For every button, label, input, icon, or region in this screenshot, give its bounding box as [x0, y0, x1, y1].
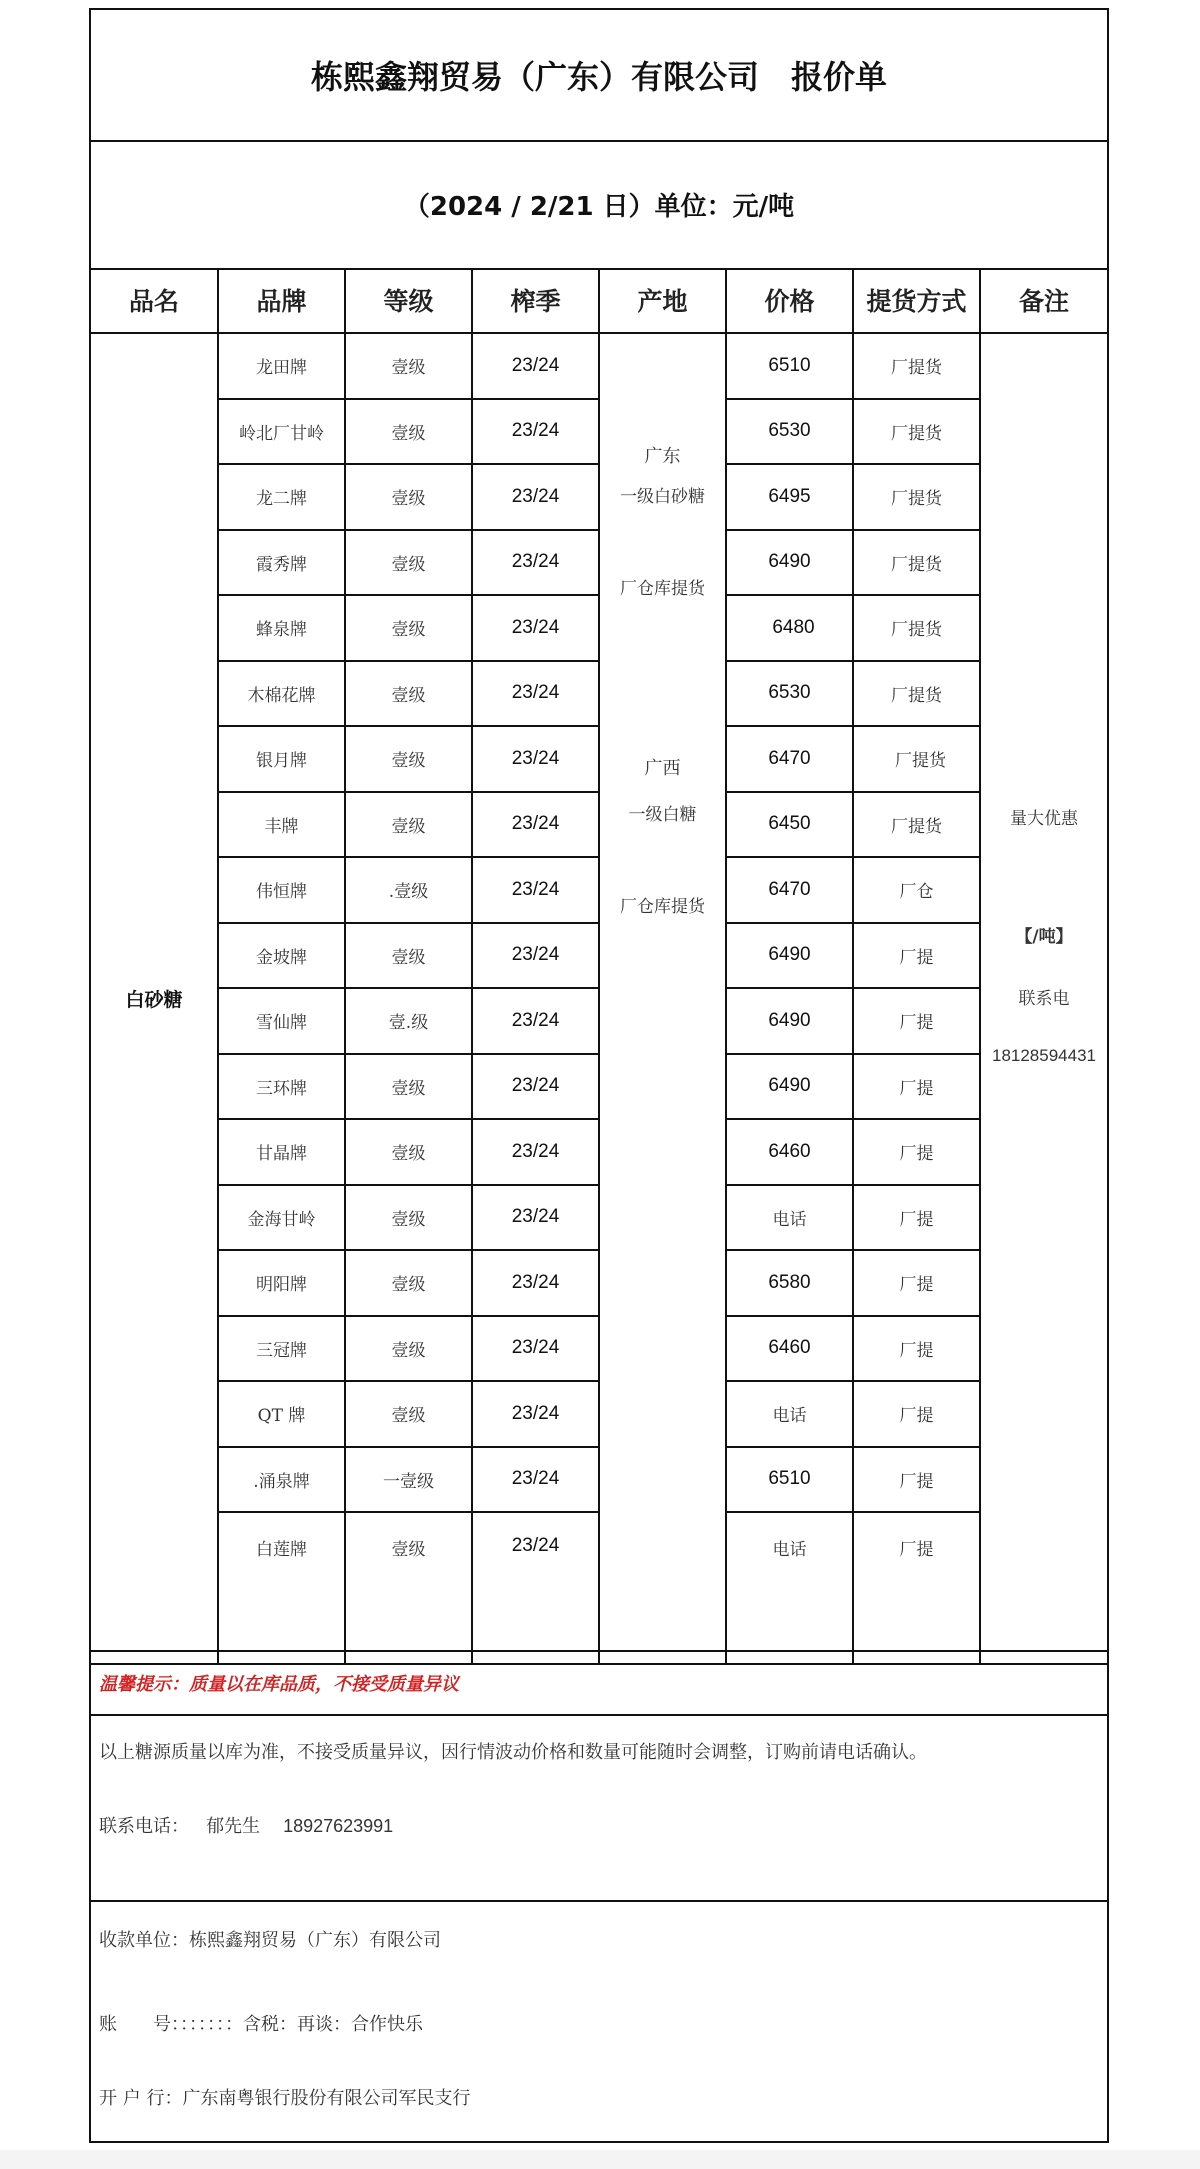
- remark-text: 联系电: [1018, 989, 1070, 1009]
- pickup-cell: 厂提: [853, 1119, 980, 1185]
- pickup-cell: 厂仓: [853, 857, 980, 923]
- season-cell: 23/24: [472, 1185, 599, 1251]
- grade-cell: 壹级: [345, 399, 472, 465]
- pickup-cell: 厂提: [853, 923, 980, 989]
- payment-section: [91, 1902, 1107, 2142]
- season-cell: 23/24: [472, 1316, 599, 1382]
- price-cell: 6530: [726, 399, 853, 465]
- brand-cell: 金坡牌: [218, 923, 345, 989]
- pickup-cell: 厂提: [853, 988, 980, 1054]
- season-cell: 23/24: [472, 464, 599, 530]
- header-product: 品名: [91, 268, 218, 333]
- brand-cell: QT 牌: [218, 1381, 345, 1447]
- season-cell: 23/24: [472, 333, 599, 399]
- brand-cell: 岭北厂甘岭: [218, 399, 345, 465]
- season-cell: 23/24: [472, 595, 599, 661]
- grade-cell: 壹级: [345, 1185, 472, 1251]
- notes-section: [91, 1716, 1107, 1902]
- season-cell: 23/24: [472, 1381, 599, 1447]
- pickup-cell: 厂提: [853, 1512, 980, 1664]
- pickup-cell: 厂提货: [853, 595, 980, 661]
- grade-cell: 壹级: [345, 595, 472, 661]
- season-cell: 23/24: [472, 1447, 599, 1513]
- season-cell: 23/24: [472, 1054, 599, 1120]
- pickup-cell: 厂提: [853, 1316, 980, 1382]
- price-cell: 6470: [726, 857, 853, 923]
- pickup-cell: 厂提货: [853, 726, 980, 792]
- season-cell: 23/24: [472, 857, 599, 923]
- pickup-cell: 厂提: [853, 1381, 980, 1447]
- grade-cell: 壹级: [345, 726, 472, 792]
- season-cell: 23/24: [472, 1119, 599, 1185]
- brand-cell: 霞秀牌: [218, 530, 345, 596]
- brand-cell: 雪仙牌: [218, 988, 345, 1054]
- pickup-cell: 厂提货: [853, 333, 980, 399]
- pickup-cell: 厂提: [853, 1447, 980, 1513]
- page-title: 栋熙鑫翔贸易（广东）有限公司 报价单: [91, 10, 1107, 142]
- season-cell: 23/24: [472, 1250, 599, 1316]
- header-price: 价格: [726, 268, 853, 333]
- price-cell: 6490: [726, 923, 853, 989]
- brand-cell: 丰牌: [218, 792, 345, 858]
- grade-cell: 壹级: [345, 661, 472, 727]
- season-cell: 23/24: [472, 661, 599, 727]
- season-cell: 23/24: [472, 1512, 599, 1664]
- brand-cell: 蜂泉牌: [218, 595, 345, 661]
- pickup-cell: 厂提货: [853, 661, 980, 727]
- table-row: [91, 333, 1107, 399]
- brand-cell: 伟恒牌: [218, 857, 345, 923]
- price-cell: 电话: [726, 1512, 853, 1664]
- price-cell: 电话: [726, 1185, 853, 1251]
- remark-text: 18128594431: [991, 1046, 1096, 1065]
- brand-cell: .涌泉牌: [218, 1447, 345, 1513]
- brand-cell: 金海甘岭: [218, 1185, 345, 1251]
- season-cell: 23/24: [472, 988, 599, 1054]
- disclaimer-text: 以上糖源质量以库为准，不接受质量异议，因行情波动价格和数量可能随时会调整，订购前请电话确认。: [99, 1742, 927, 1763]
- season-cell: 23/24: [472, 923, 599, 989]
- brand-cell: 龙田牌: [218, 333, 345, 399]
- warning-note: 温馨提示：质量以在库品质，不接受质量异议: [91, 1650, 1107, 1716]
- grade-cell: 壹级: [345, 792, 472, 858]
- payee-line: 收款单位：栋熙鑫翔贸易（广东）有限公司: [99, 1930, 441, 1951]
- pickup-cell: 厂提: [853, 1054, 980, 1120]
- product-name: 白砂糖: [125, 989, 183, 1011]
- origin-text: 广东: [644, 446, 681, 467]
- price-cell: 6470: [726, 726, 853, 792]
- remarks-cell: [980, 333, 1107, 1664]
- header-season: 榨季: [472, 268, 599, 333]
- price-cell: 6495: [726, 464, 853, 530]
- origin-text: 广西: [644, 758, 681, 779]
- brand-cell: 甘晶牌: [218, 1119, 345, 1185]
- price-cell: 6490: [726, 988, 853, 1054]
- header-origin: 产地: [599, 268, 726, 333]
- grade-cell: 壹级: [345, 1054, 472, 1120]
- pickup-cell: 厂提货: [853, 464, 980, 530]
- contact-name: 郁先生: [206, 1816, 261, 1837]
- season-cell: 23/24: [472, 726, 599, 792]
- grade-cell: 壹级: [345, 923, 472, 989]
- bank-line: 开 户 行：广东南粤银行股份有限公司军民支行: [99, 2088, 471, 2109]
- contact-line: [99, 1812, 393, 1838]
- price-cell: 6580: [726, 1250, 853, 1316]
- header-remarks: 备注: [980, 268, 1107, 333]
- origin-text: 一级白糖: [628, 805, 697, 825]
- price-cell: 6460: [726, 1119, 853, 1185]
- price-cell: 6510: [726, 333, 853, 399]
- price-cell: 6460: [726, 1316, 853, 1382]
- header-pickup: 提货方式: [853, 268, 980, 333]
- grade-cell: 壹.级: [345, 988, 472, 1054]
- brand-cell: 三冠牌: [218, 1316, 345, 1382]
- header-grade: 等级: [345, 268, 472, 333]
- price-table: [91, 268, 1107, 1665]
- pickup-cell: 厂提货: [853, 792, 980, 858]
- grade-cell: 壹级: [345, 1512, 472, 1664]
- pickup-cell: 厂提货: [853, 530, 980, 596]
- table-header-row: [91, 268, 1107, 333]
- header-brand: 品牌: [218, 268, 345, 333]
- season-cell: 23/24: [472, 399, 599, 465]
- quotation-sheet: [89, 8, 1109, 2143]
- grade-cell: 壹级: [345, 1119, 472, 1185]
- date-unit-subtitle: （2024 / 2/21 日）单位：元/吨: [91, 140, 1107, 270]
- pickup-cell: 厂提: [853, 1185, 980, 1251]
- grade-cell: 壹级: [345, 1250, 472, 1316]
- origin-text: 厂仓库提货: [620, 579, 705, 599]
- season-cell: 23/24: [472, 792, 599, 858]
- brand-cell: 银月牌: [218, 726, 345, 792]
- origin-cell: [599, 333, 726, 1664]
- brand-cell: 木棉花牌: [218, 661, 345, 727]
- contact-phone: 18927623991: [283, 1816, 394, 1836]
- brand-cell: 三环牌: [218, 1054, 345, 1120]
- price-cell: 6510: [726, 1447, 853, 1513]
- remark-text: 【/吨】: [1015, 927, 1073, 947]
- price-cell: 6480: [726, 595, 853, 661]
- grade-cell: 壹级: [345, 1316, 472, 1382]
- price-cell: 6450: [726, 792, 853, 858]
- grade-cell: 壹级: [345, 1381, 472, 1447]
- grade-cell: 壹级: [345, 464, 472, 530]
- product-name-cell: [91, 333, 218, 1664]
- remark-text: 量大优惠: [1010, 809, 1078, 829]
- brand-cell: 白莲牌: [218, 1512, 345, 1664]
- pickup-cell: 厂提货: [853, 399, 980, 465]
- grade-cell: 一壹级: [345, 1447, 472, 1513]
- grade-cell: 壹级: [345, 530, 472, 596]
- price-cell: 6490: [726, 1054, 853, 1120]
- pickup-cell: 厂提: [853, 1250, 980, 1316]
- grade-cell: 壹级: [345, 333, 472, 399]
- page-bottom-strip: [0, 2150, 1200, 2169]
- origin-text: 一级白砂糖: [620, 487, 705, 507]
- brand-cell: 明阳牌: [218, 1250, 345, 1316]
- table-body: [91, 333, 1107, 1664]
- contact-label: 联系电话：: [99, 1816, 189, 1837]
- season-cell: 23/24: [472, 530, 599, 596]
- price-cell: 6490: [726, 530, 853, 596]
- brand-cell: 龙二牌: [218, 464, 345, 530]
- price-cell: 6530: [726, 661, 853, 727]
- account-line: 账 号：：：：：：：含税：再谈：合作快乐: [99, 2014, 423, 2035]
- origin-text: 厂仓库提货: [620, 897, 705, 917]
- grade-cell: .壹级: [345, 857, 472, 923]
- price-cell: 电话: [726, 1381, 853, 1447]
